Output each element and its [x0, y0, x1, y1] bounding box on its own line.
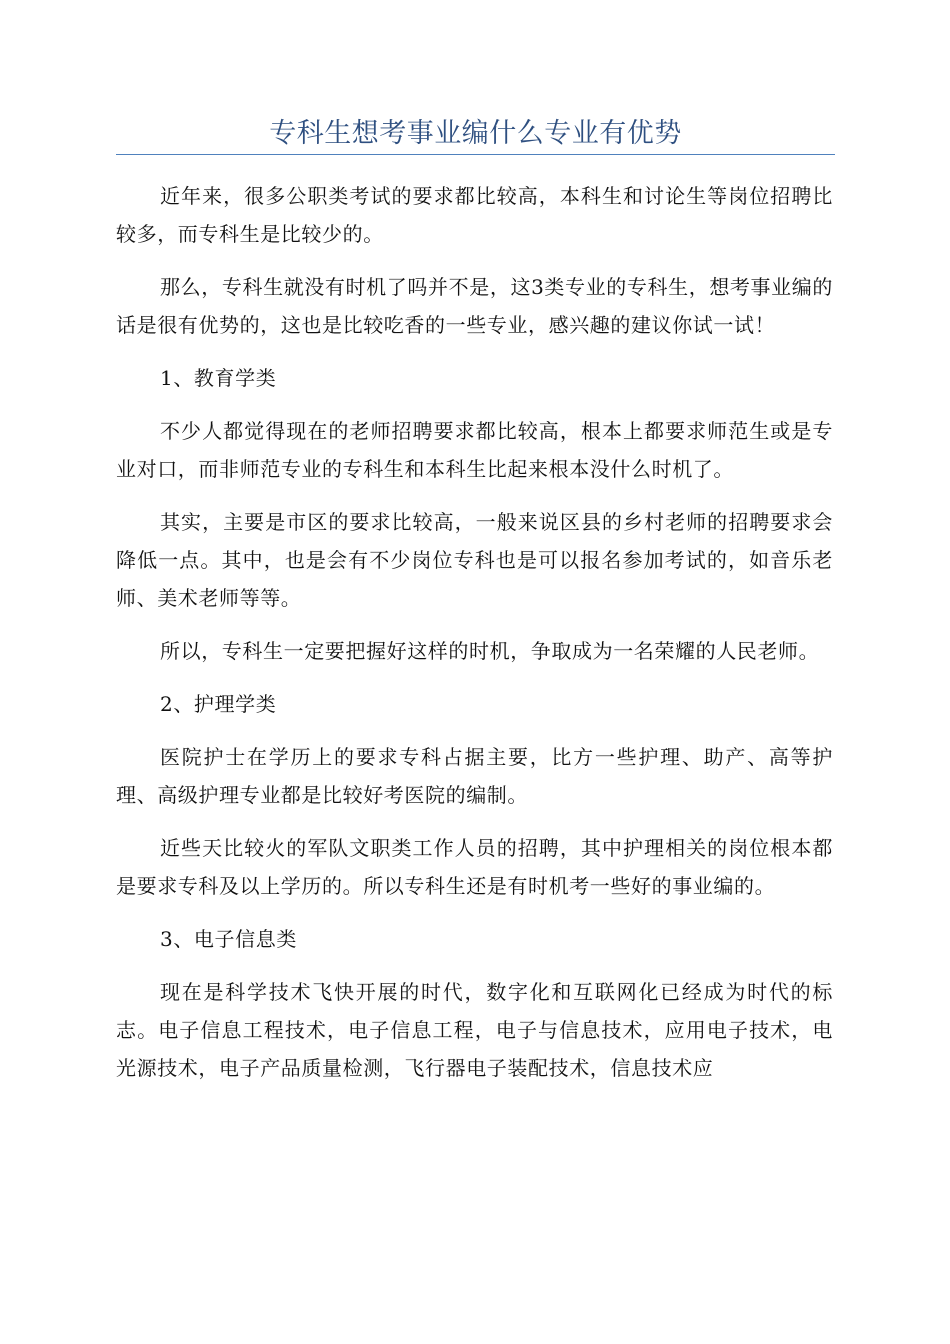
paragraph: 近年来，很多公职类考试的要求都比较高，本科生和讨论生等岗位招聘比较多，而专科生是比较少的。	[116, 184, 833, 246]
paragraph: 那么，专科生就没有时机了吗并不是，这3类专业的专科生，想考事业编的话是很有优势的，这也是比较吃香的一些专业，感兴趣的建议你试一试！	[116, 275, 833, 337]
section-heading: 3、电子信息类	[160, 927, 297, 951]
paragraph: 近些天比较火的军队文职类工作人员的招聘，其中护理相关的岗位根本都是要求专科及以上学历的。所以专科生还是有时机考一些好的事业编的。	[116, 836, 833, 898]
paragraph: 医院护士在学历上的要求专科占据主要，比方一些护理、助产、高等护理、高级护理专业都是比较好考医院的编制。	[116, 745, 833, 807]
paragraph: 不少人都觉得现在的老师招聘要求都比较高，根本上都要求师范生或是专业对口，而非师范专业的专科生和本科生比起来根本没什么时机了。	[116, 419, 833, 481]
paragraph: 所以，专科生一定要把握好这样的时机，争取成为一名荣耀的人民老师。	[160, 639, 820, 663]
paragraph: 其实，主要是市区的要求比较高，一般来说区县的乡村老师的招聘要求会降低一点。其中，也是会有不少岗位专科也是可以报名参加考试的，如音乐老师、美术老师等等。	[116, 510, 833, 610]
section-heading: 2、护理学类	[160, 692, 277, 716]
paragraph: 现在是科学技术飞快开展的时代，数字化和互联网化已经成为时代的标志。电子信息工程技术，电子信息工程，电子与信息技术，应用电子技术，电光源技术，电子产品质量检测，飞行器电子装配技术，信息技术应	[116, 980, 833, 1080]
document-body	[116, 177, 833, 1102]
title-underline	[116, 154, 835, 155]
section-heading: 1、教育学类	[160, 366, 277, 390]
document-title: 专科生想考事业编什么专业有优势	[269, 118, 682, 149]
